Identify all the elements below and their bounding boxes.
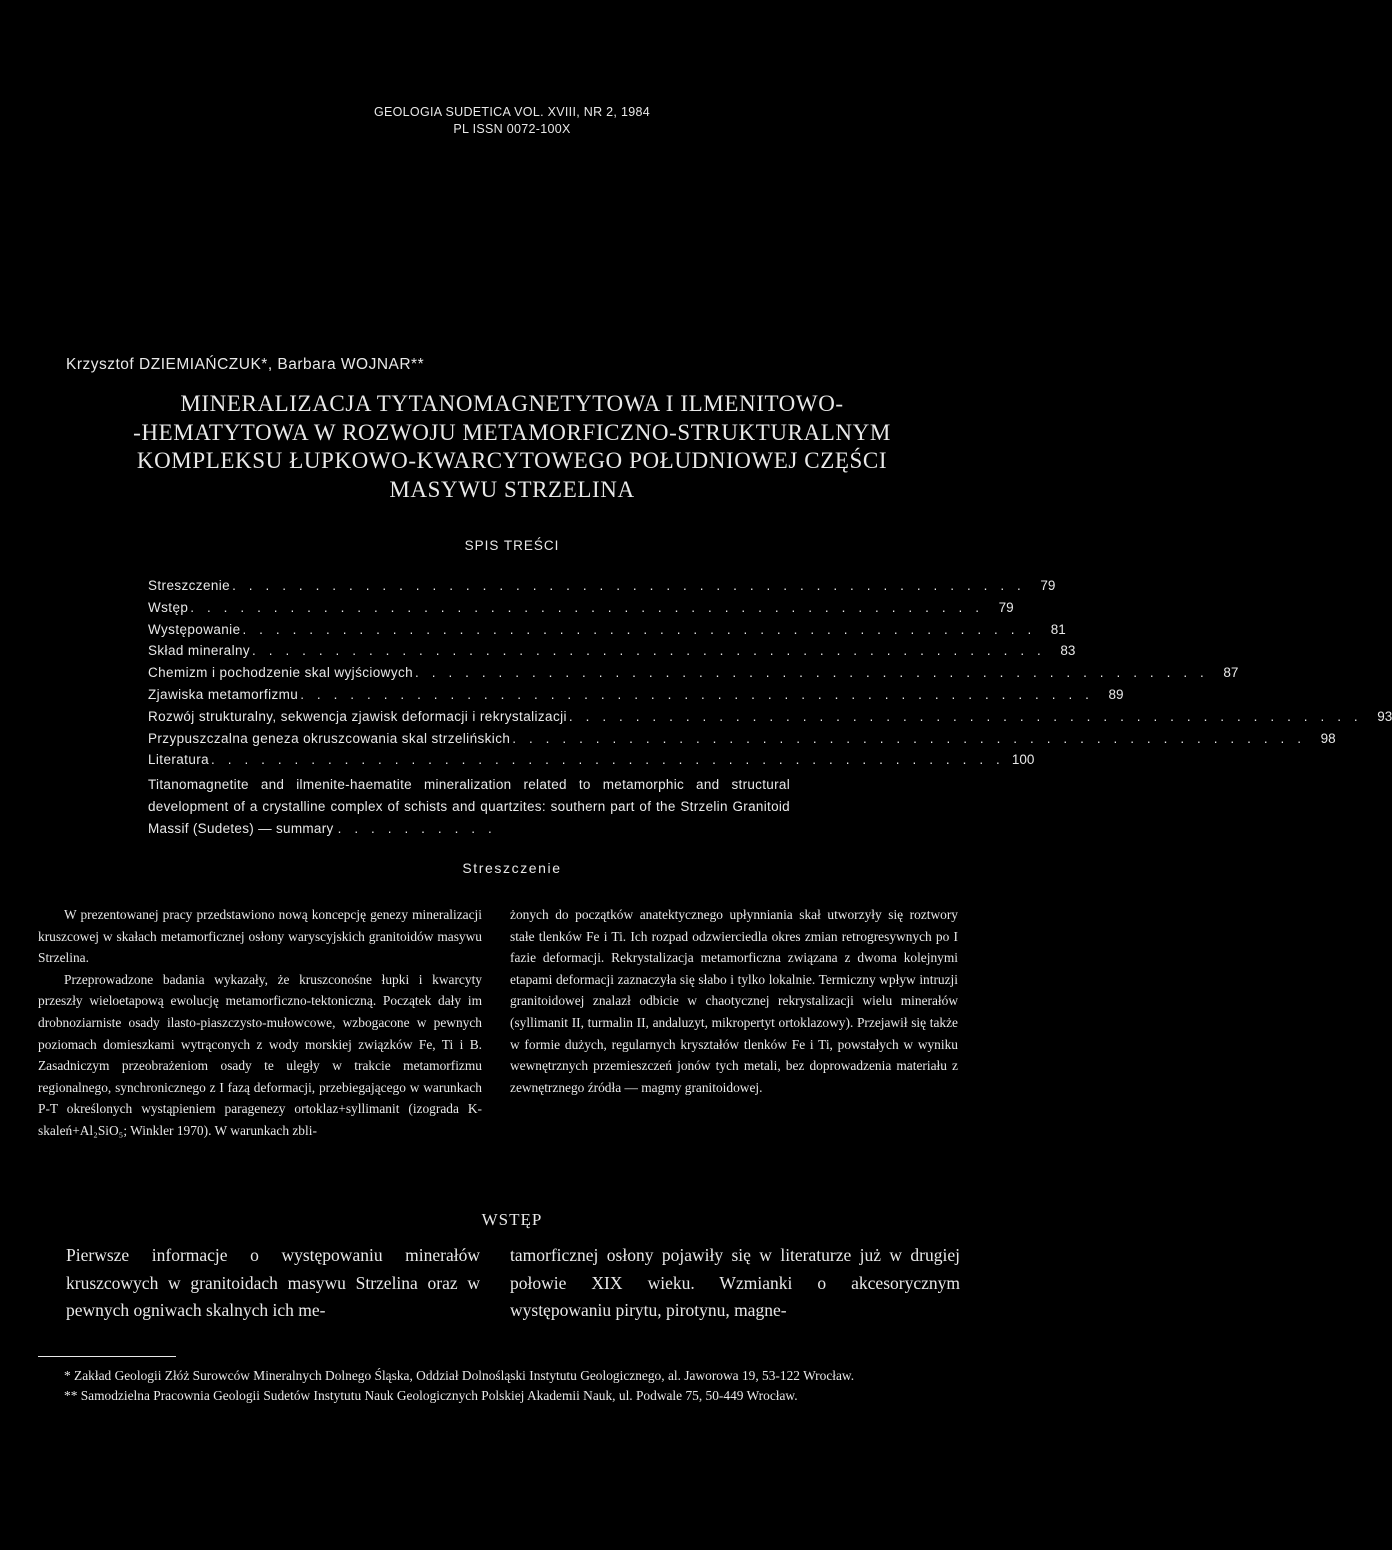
toc-entry-label: Streszczenie <box>148 578 231 593</box>
intro-paragraph: Pierwsze informacje o występowaniu minerałów kruszcowych w granitoidach masywu Strzelina oraz w pewnych ogniwach skalnych ich me- <box>66 1245 480 1320</box>
abstract-left-column <box>38 904 482 1142</box>
title-line: -HEMATYTOWA W ROZWOJU METAMORFICZNO-STRUKTURALNYM <box>133 419 891 445</box>
authors: Krzysztof DZIEMIAŃCZUK*, Barbara WOJNAR** <box>66 356 425 373</box>
toc-entry-page: 81 <box>1050 621 1066 637</box>
toc-entry <box>148 578 1056 600</box>
toc-entry-label: Występowanie <box>148 621 241 637</box>
toc-entry <box>148 752 1035 774</box>
footnote: * Zakład Geologii Złóż Surowców Mineralnych Dolnego Śląska, Oddział Dolnośląski Instytutu Geologicznego, al. Jaworowa 19, 53-122 Wrocław. <box>64 1368 855 1383</box>
footnote-rule <box>38 1356 176 1357</box>
toc-entry-page: 79 <box>1040 578 1056 593</box>
toc-entry-label: Skład mineralny <box>148 643 251 659</box>
toc-leader-dots: . . . . . . . . . . . . . . . . . . . . . . . . . . . . . . . . . . . . . . . . . . . . . . . . <box>568 708 1363 724</box>
toc-leader-dots: . . . . . . . . . . <box>337 821 497 837</box>
intro-right-column <box>510 1242 960 1325</box>
toc-entry-page: 79 <box>998 599 1014 615</box>
abstract-paragraph: W prezentowanej pracy przedstawiono nową koncepcję genezy mineralizacji kruszcowej w skałach metamorficznej osłony waryscyjskich granitoidów masywu Strzelina. <box>38 907 482 966</box>
toc-summary-label: Titanomagnetite and ilmenite-haematite mineralization related to metamorphic and structural development of a crystalline complex of schists and quartzites: southern part of the Strzelin Granitoid Massif (Sudetes) — summary <box>148 777 790 837</box>
toc-entry-label: Przypuszczalna geneza okruszcowania skal strzelińskich <box>148 730 511 746</box>
toc-summary-entry <box>148 774 790 840</box>
toc-entry-page: 93 <box>1377 708 1392 724</box>
journal-citation: GEOLOGIA SUDETICA VOL. XVIII, NR 2, 1984 <box>374 105 650 119</box>
abstract-right-column <box>510 904 958 1098</box>
toc-entry-page: 100 <box>1011 752 1035 768</box>
intro-heading: WSTĘP <box>481 1210 543 1229</box>
toc-entry <box>148 621 1066 644</box>
journal-issn: PL ISSN 0072-100X <box>453 122 571 136</box>
toc-entry <box>148 686 1124 709</box>
table-of-contents <box>148 578 1392 840</box>
abstract-paragraph: Przeprowadzone badania wykazały, że kruszconośne łupki i kwarcyty przeszły wieloetapową ewolucję metamorficzno-tektoniczną. Początek dały im drobnoziarniste osady ilasto-piaszczysto-mułowcowe, wzbogacone w pewnych poziomach domieszkami wytrąconych z wody morskiej związków Fe, Ti i B. Zasadniczym przeobrażeniom osady te uległy w trakcie metamorfizmu regionalnego, synchronicznego z I fazą deformacji, przebiegającego w warunkach P-T określonych wystąpieniem paragenezy ortoklaz+syllimanit (izograda K-skaleń+Al₂SiO₅; Winkler 1970). W warunkach zbli- <box>38 971 482 1138</box>
toc-leader-dots: . . . . . . . . . . . . . . . . . . . . . . . . . . . . . . . . . . . . . . . . . . . . . . . . <box>300 686 1094 702</box>
article-title <box>50 390 974 504</box>
toc-entry-page: 89 <box>1108 686 1124 702</box>
toc-leader-dots: . . . . . . . . . . . . . . . . . . . . . . . . . . . . . . . . . . . . . . . . . . . . . . . . <box>242 621 1036 637</box>
toc-entry <box>148 708 1392 731</box>
intro-paragraph: tamorficznej osłony pojawiły się w literaturze już w drugiej połowie XIX wieku. Wzmianki o akcesorycznym występowaniu pirytu, pirotynu, magne- <box>510 1245 960 1320</box>
toc-entry-label: Wstęp <box>148 599 189 615</box>
toc-leader-dots: . . . . . . . . . . . . . . . . . . . . . . . . . . . . . . . . . . . . . . . . . . . . . . . . <box>415 665 1209 681</box>
toc-entry-label: Rozwój strukturalny, sekwencja zjawisk deformacji i rekrystalizacji <box>148 708 567 724</box>
toc-leader-dots: . . . . . . . . . . . . . . . . . . . . . . . . . . . . . . . . . . . . . . . . . . . . . . . . <box>211 752 1005 768</box>
footnotes <box>38 1366 958 1406</box>
intro-left-column <box>66 1242 480 1325</box>
toc-entry-label: Literatura <box>148 752 210 768</box>
title-line: KOMPLEKSU ŁUPKOWO-KWARCYTOWEGO POŁUDNIOWEJ CZĘŚCI <box>136 448 888 473</box>
toc-entry <box>148 643 1076 665</box>
toc-leader-dots: . . . . . . . . . . . . . . . . . . . . . . . . . . . . . . . . . . . . . . . . . . . . . . . . <box>512 730 1306 746</box>
abstract-paragraph: żonych do początków anatektycznego upłynniania skał utworzyły się roztwory stałe tlenków Fe i Ti. Ich rozpad odzwierciedla okres zmian retrogresywnych po I fazie deformacji. Rekrystalizacja metamorficzna związana z dwoma kolejnymi etapami deformacji zaznaczyła się słabo i tylko lokalnie. Termiczny wpływ intruzji granitoidowej znalazł odbicie w chaotycznej rekrystalizacji wielu minerałów (syllimanit II, turmalin II, andaluzyt, mikropertyt ortoklazowy). Przejawił się także w formie dużych, regularnych kryształów tlenków Fe i Ti, powstałych w wyniku wewnętrznych przemieszczeń jonów tych metali, bez doprowadzenia materiału z zewnętrznego źródła — magmy granitoidowej. <box>510 907 958 1095</box>
toc-heading: SPIS TREŚCI <box>464 538 560 553</box>
toc-entry-label: Zjawiska metamorfizmu <box>148 686 299 702</box>
title-line: MASYWU STRZELINA <box>389 476 635 502</box>
journal-header <box>0 104 1024 138</box>
title-line: MINERALIZACJA TYTANOMAGNETYTOWA I ILMENITOWO- <box>180 391 844 416</box>
abstract-heading: Streszczenie <box>462 860 562 876</box>
toc-leader-dots: . . . . . . . . . . . . . . . . . . . . . . . . . . . . . . . . . . . . . . . . . . . . . . . . <box>232 578 1026 593</box>
footnote: ** Samodzielna Pracownia Geologii Sudetów Instytutu Nauk Geologicznych Polskiej Akademii Nauk, ul. Podwale 75, 50-449 Wrocław. <box>64 1387 798 1403</box>
toc-leader-dots: . . . . . . . . . . . . . . . . . . . . . . . . . . . . . . . . . . . . . . . . . . . . . . . . <box>252 643 1046 659</box>
toc-entry-page: 98 <box>1320 730 1336 746</box>
toc-entry-page: 83 <box>1060 643 1076 659</box>
toc-entry <box>148 599 1014 622</box>
toc-leader-dots: . . . . . . . . . . . . . . . . . . . . . . . . . . . . . . . . . . . . . . . . . . . . . . . . <box>190 599 984 615</box>
toc-entry <box>148 665 1239 687</box>
toc-entry-label: Chemizm i pochodzenie skal wyjściowych <box>148 665 414 681</box>
toc-entry <box>148 730 1336 753</box>
toc-entry-page: 87 <box>1223 665 1239 681</box>
